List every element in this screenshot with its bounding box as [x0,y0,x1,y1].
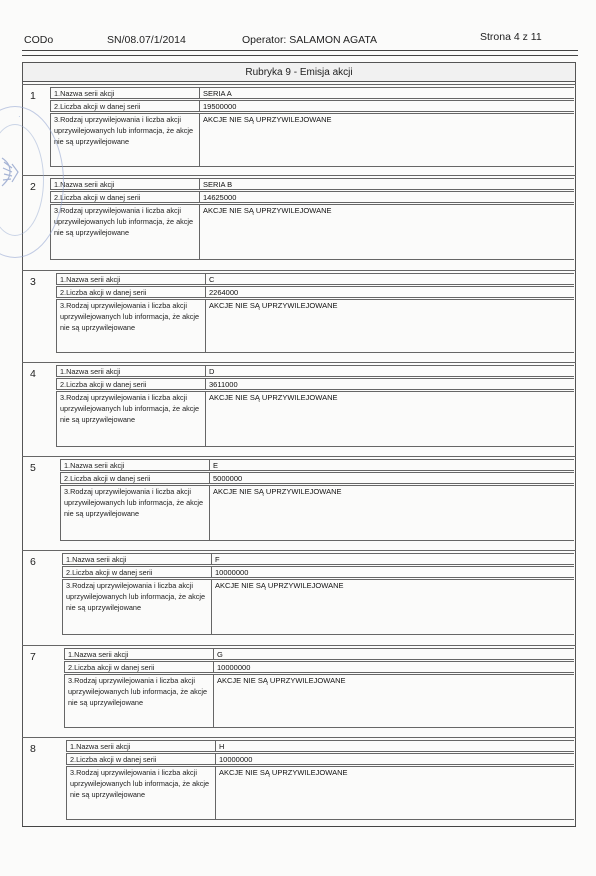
page-header [22,30,578,50]
name-label: 1.Nazwa serii akcji [60,459,210,471]
name-label: 1.Nazwa serii akcji [62,553,212,565]
privilege-value: AKCJE NIE SĄ UPRZYWILEJOWANE [209,301,338,310]
name-value: E [213,461,219,470]
series-number: 6 [30,556,36,568]
document-code: CODo [24,34,54,46]
page-indicator: Strona 4 z 11 [480,31,542,43]
group-separator [22,84,576,85]
name-label: 1.Nazwa serii akcji [56,273,206,285]
group-separator [22,550,576,551]
name-value: C [209,275,215,284]
header-divider [22,50,578,51]
privilege-label: 3.Rodzaj uprzywilejowania i liczba akcji uprzywilejowanych lub informacja, że akcje nie są uprzywilejowane [66,766,216,820]
privilege-label: 3.Rodzaj uprzywilejowania i liczba akcji uprzywilejowanych lub informacja, że akcje nie są uprzywilejowane [64,674,214,728]
series-number: 1 [30,90,36,102]
series-group [22,84,576,172]
series-number: 5 [30,462,36,474]
group-separator [22,270,576,271]
series-group [22,270,576,358]
count-value: 5000000 [213,474,243,483]
count-label: 2.Liczba akcji w danej serii [66,753,216,765]
series-group [22,737,576,825]
count-value: 10000000 [215,568,249,577]
series-number: 7 [30,651,36,663]
name-label: 1.Nazwa serii akcji [50,178,200,190]
name-value: H [219,742,225,751]
series-group [22,645,576,733]
group-separator [22,456,576,457]
privilege-label: 3.Rodzaj uprzywilejowania i liczba akcji uprzywilejowanych lub informacja, że akcje nie są uprzywilejowane [50,113,200,167]
group-separator [22,175,576,176]
header-divider-lower [22,55,578,56]
count-value: 10000000 [219,755,253,764]
table-bottom-border [22,826,576,827]
privilege-value: AKCJE NIE SĄ UPRZYWILEJOWANE [213,487,342,496]
name-value: SERIA B [203,180,233,189]
count-value: 14625000 [203,193,237,202]
count-value: 2264000 [209,288,239,297]
privilege-value: AKCJE NIE SĄ UPRZYWILEJOWANE [215,581,344,590]
operator-name: Operator: SALAMON AGATA [242,34,377,46]
series-number: 8 [30,743,36,755]
name-value: SERIA A [203,89,232,98]
series-group [22,456,576,546]
privilege-label: 3.Rodzaj uprzywilejowania i liczba akcji uprzywilejowanych lub informacja, że akcje nie są uprzywilejowane [56,299,206,353]
series-group [22,362,576,452]
privilege-label: 3.Rodzaj uprzywilejowania i liczba akcji uprzywilejowanych lub informacja, że akcje nie są uprzywilejowane [50,204,200,260]
section-title: Rubryka 9 - Emisja akcji [22,62,576,82]
name-label: 1.Nazwa serii akcji [64,648,214,660]
series-number: 2 [30,181,36,193]
count-value: 10000000 [217,663,251,672]
name-label: 1.Nazwa serii akcji [50,87,200,99]
count-value: 3611000 [209,380,238,389]
name-value: D [209,367,215,376]
group-separator [22,645,576,646]
privilege-value: AKCJE NIE SĄ UPRZYWILEJOWANE [203,206,332,215]
series-number: 4 [30,368,36,380]
seal-mark: · [18,112,21,121]
privilege-value: AKCJE NIE SĄ UPRZYWILEJOWANE [219,768,348,777]
count-label: 2.Liczba akcji w danej serii [60,472,210,484]
privilege-label: 3.Rodzaj uprzywilejowania i liczba akcji uprzywilejowanych lub informacja, że akcje nie są uprzywilejowane [62,579,212,635]
name-label: 1.Nazwa serii akcji [56,365,206,377]
privilege-value: AKCJE NIE SĄ UPRZYWILEJOWANE [203,115,332,124]
series-group [22,550,576,640]
count-label: 2.Liczba akcji w danej serii [56,378,206,390]
document-number: SN/08.07/1/2014 [107,34,186,46]
series-number: 3 [30,276,36,288]
group-separator [22,362,576,363]
privilege-label: 3.Rodzaj uprzywilejowania i liczba akcji uprzywilejowanych lub informacja, że akcje nie są uprzywilejowane [56,391,206,447]
count-value: 19500000 [203,102,237,111]
group-separator [22,737,576,738]
privilege-value: AKCJE NIE SĄ UPRZYWILEJOWANE [217,676,346,685]
name-value: F [215,555,220,564]
eagle-seal-icon [0,152,22,192]
privilege-value: AKCJE NIE SĄ UPRZYWILEJOWANE [209,393,338,402]
name-value: G [217,650,223,659]
count-label: 2.Liczba akcji w danej serii [50,191,200,203]
privilege-label: 3.Rodzaj uprzywilejowania i liczba akcji uprzywilejowanych lub informacja, że akcje nie są uprzywilejowane [60,485,210,541]
series-group [22,175,576,265]
count-label: 2.Liczba akcji w danej serii [64,661,214,673]
count-label: 2.Liczba akcji w danej serii [50,100,200,112]
name-label: 1.Nazwa serii akcji [66,740,216,752]
count-label: 2.Liczba akcji w danej serii [56,286,206,298]
count-label: 2.Liczba akcji w danej serii [62,566,212,578]
